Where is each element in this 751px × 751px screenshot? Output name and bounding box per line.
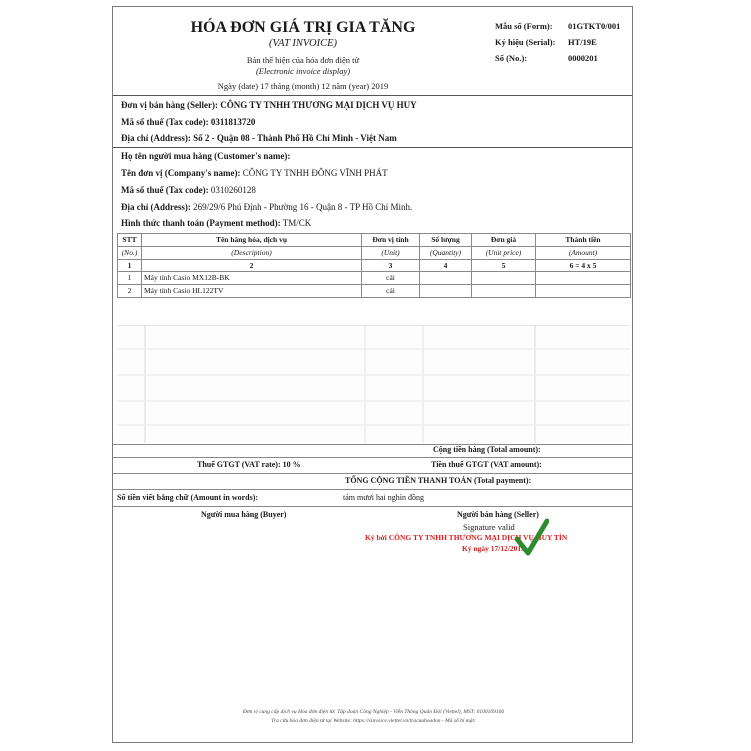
divider xyxy=(113,489,632,490)
signature-valid-text: Signature valid xyxy=(463,522,515,532)
col-header-quantity: Số lượng xyxy=(420,234,472,247)
empty-rows-grid xyxy=(117,325,630,443)
divider xyxy=(113,147,632,148)
buyer-signature-label: Người mua hàng (Buyer) xyxy=(201,510,287,519)
seller-tax: 0311813720 xyxy=(210,117,256,127)
index-cell: 2 xyxy=(142,260,362,272)
col-sub-quantity: (Quantity) xyxy=(420,247,472,260)
col-sub-no: (No.) xyxy=(118,247,142,260)
table-row xyxy=(118,272,631,285)
index-cell: 5 xyxy=(472,260,536,272)
total-amount-label xyxy=(433,445,541,454)
footer-lookup: Tra cứu hóa đơn điện tử tại Website: https://sinvoice.viettel.vn/tracuuhoadon - Mã số bí mật: xyxy=(271,718,476,724)
company-row xyxy=(121,168,388,178)
form-label: Mẫu số (Form): xyxy=(495,21,553,31)
vat-amount-label: Tiền thuế GTGT (VAT amount): xyxy=(431,460,542,469)
seller-name-label: Đơn vị bán hàng (Seller): xyxy=(121,100,218,110)
seller-tax-label: Mã số thuế (Tax code): xyxy=(121,117,209,127)
buyer-tax-row xyxy=(121,185,256,195)
display-note-en: (Electronic invoice display) xyxy=(255,66,351,76)
index-cell: 6 = 4 x 5 xyxy=(536,260,631,272)
col-header-unit: Đơn vị tính xyxy=(362,234,420,247)
buyer-tax: 0310260128 xyxy=(210,185,256,195)
invoice-date: Ngày (date) 17 tháng (month) 12 năm (year) 2019 xyxy=(217,81,389,91)
col-sub-unit-price: (Unit price) xyxy=(472,247,536,260)
display-note-vi: Bản thể hiện của hóa đơn điện tử xyxy=(246,55,360,65)
customer-label: Họ tên người mua hàng (Customer's name): xyxy=(121,151,291,161)
row-amount xyxy=(536,272,631,285)
row-unit: cái xyxy=(362,285,420,298)
col-header-description: Tên hàng hóa, dịch vụ xyxy=(142,234,362,247)
divider xyxy=(113,473,632,474)
empty-rows-area xyxy=(117,325,630,443)
signed-by-text: Ký bởi CÔNG TY TNHH THƯƠNG MẠI DỊCH VỤ HUY TÍN xyxy=(365,533,568,542)
customer-row xyxy=(121,151,290,161)
col-sub-description: (Description) xyxy=(142,247,362,260)
seller-tax-row xyxy=(121,117,255,127)
seller-name-row xyxy=(121,100,417,110)
col-header-amount: Thành tiền xyxy=(536,234,631,247)
divider xyxy=(113,457,632,458)
total-amount-text: Cộng tiền hàng (Total amount): xyxy=(433,445,541,454)
amount-words-label: Số tiền viết bằng chữ (Amount in words): xyxy=(117,493,259,502)
row-no: 1 xyxy=(118,272,142,285)
row-quantity xyxy=(420,272,472,285)
company-name: CÔNG TY TNHH ĐÔNG VĨNH PHÁT xyxy=(242,168,388,178)
number-value: 0000201 xyxy=(568,53,598,63)
items-table xyxy=(117,233,631,298)
invoice-title: HÓA ĐƠN GIÁ TRỊ GIA TĂNG xyxy=(190,19,416,36)
col-sub-amount: (Amount) xyxy=(536,247,631,260)
col-header-no: STT xyxy=(118,234,142,247)
payment-row xyxy=(121,218,311,228)
payment-method: TM/CK xyxy=(282,218,312,228)
serial-value: HT/19E xyxy=(568,37,597,47)
row-quantity xyxy=(420,285,472,298)
seller-address: Số 2 - Quận 08 - Thành Phố Hồ Chí Minh - Việt Nam xyxy=(193,133,397,143)
buyer-address-label: Địa chỉ (Address): xyxy=(121,202,191,212)
col-sub-unit: (Unit) xyxy=(362,247,420,260)
seller-name: CÔNG TY TNHH THƯƠNG MẠI DỊCH VỤ HUY xyxy=(220,100,417,110)
row-unit-price xyxy=(472,285,536,298)
table-subheader-row xyxy=(118,247,631,260)
table-header-row xyxy=(118,234,631,247)
index-cell: 4 xyxy=(420,260,472,272)
table-index-row xyxy=(118,260,631,272)
index-cell: 3 xyxy=(362,260,420,272)
signed-date-text: Ký ngày 17/12/2019 xyxy=(462,544,525,553)
row-amount xyxy=(536,285,631,298)
index-cell: 1 xyxy=(118,260,142,272)
number-label: Số (No.): xyxy=(495,53,528,63)
form-value: 01GTKT0/001 xyxy=(568,21,621,31)
serial-label: Ký hiệu (Serial): xyxy=(495,37,556,47)
invoice-page xyxy=(112,6,633,743)
seller-signature-label: Người bán hàng (Seller) xyxy=(457,510,539,519)
footer-provider: Đơn vị cung cấp dịch vụ Hóa đơn điện tử: Tập đoàn Công Nghiệp - Viễn Thông Quân Đội (Viettel), MST: 0100109106 xyxy=(242,709,505,715)
total-payment-label: TỔNG CỘNG TIỀN THANH TOÁN (Total payment): xyxy=(345,476,532,485)
seller-address-label: Địa chỉ (Address): xyxy=(121,133,191,143)
amount-words-value: tám mươi hai nghìn đồng xyxy=(343,493,425,502)
buyer-address: 269/29/6 Phú Định - Phường 16 - Quận 8 - TP Hồ Chí Minh. xyxy=(193,202,413,212)
invoice-subtitle: (VAT INVOICE) xyxy=(268,38,338,49)
divider xyxy=(113,444,632,445)
buyer-address-row xyxy=(121,202,412,212)
buyer-tax-label: Mã số thuế (Tax code): xyxy=(121,185,209,195)
row-description: Máy tính Casio HL122TV xyxy=(142,285,362,298)
divider xyxy=(113,95,632,96)
row-unit: cái xyxy=(362,272,420,285)
row-description: Máy tính Casio MX12B-BK xyxy=(142,272,362,285)
company-label: Tên đơn vị (Company's name): xyxy=(121,168,241,178)
table-row xyxy=(118,285,631,298)
signature-check-icon xyxy=(515,517,549,557)
col-header-unit-price: Đơn giá xyxy=(472,234,536,247)
row-no: 2 xyxy=(118,285,142,298)
row-unit-price xyxy=(472,272,536,285)
seller-address-row xyxy=(121,133,397,143)
vat-rate-label: Thuế GTGT (VAT rate): 10 % xyxy=(197,460,301,469)
payment-label: Hình thức thanh toán (Payment method): xyxy=(121,218,281,228)
divider xyxy=(113,506,632,507)
